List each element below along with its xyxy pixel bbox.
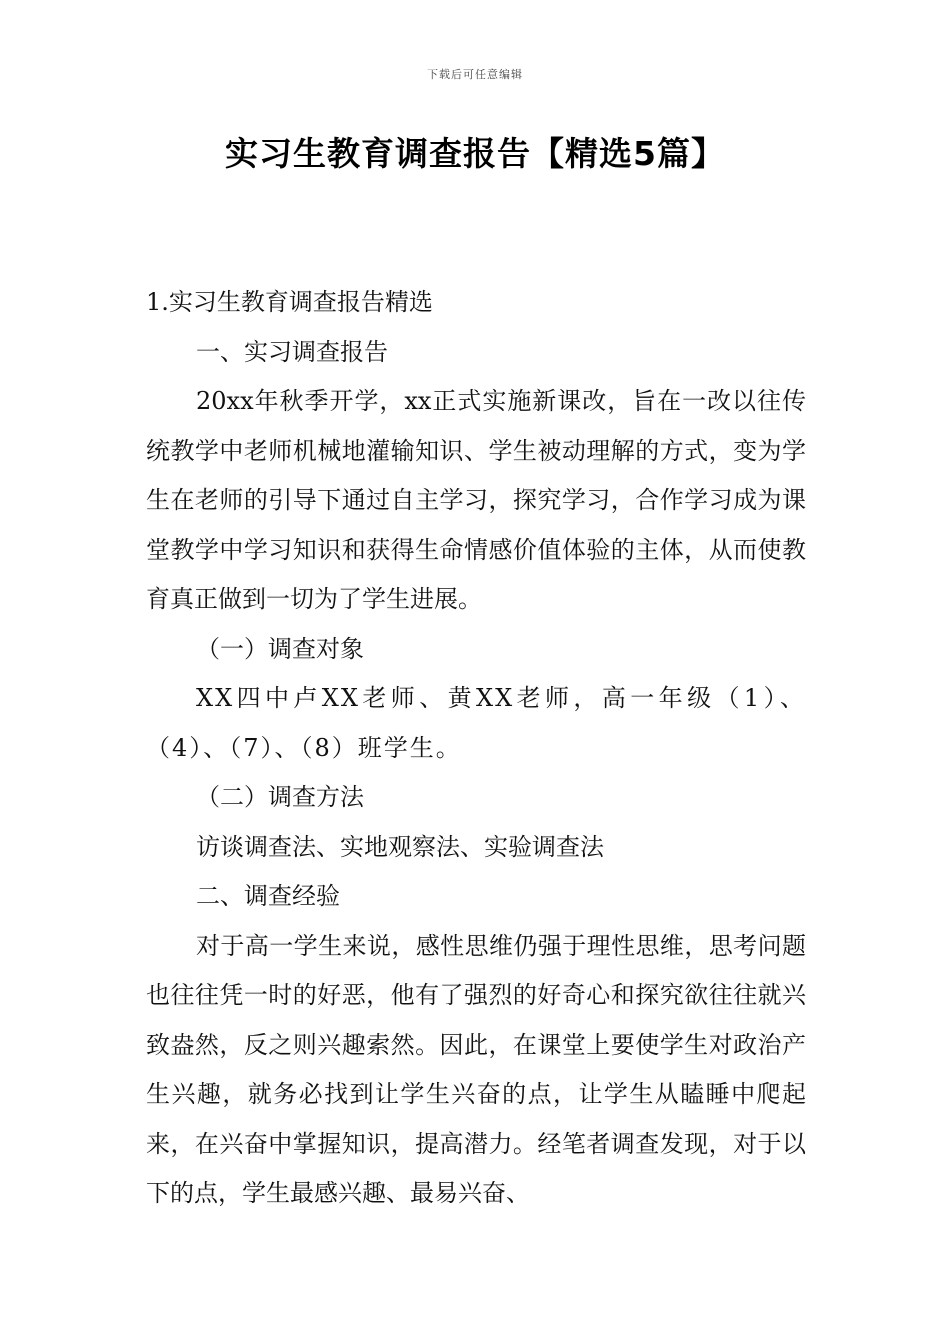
part-heading: 一、实习调查报告 bbox=[196, 337, 388, 366]
paragraph-subjects: XX四中卢XX老师、黄XX老师，高一年级（1）、（4）、（7）、（8）班学生。 bbox=[146, 684, 806, 762]
document-body bbox=[146, 278, 806, 1219]
subheading-subjects: （一）调查对象 bbox=[196, 634, 364, 663]
header-note: 下载后可任意编辑 bbox=[427, 68, 523, 81]
paragraph-methods: 访谈调查法、实地观察法、实验调查法 bbox=[196, 832, 604, 861]
section-heading: 1.实习生教育调查报告精选 bbox=[146, 288, 433, 316]
subheading-methods: （二）调查方法 bbox=[196, 783, 364, 811]
document-title: 实习生教育调查报告【精选5篇】 bbox=[225, 134, 725, 173]
paragraph-experience: 对于高一学生来说，感性思维仍强于理性思维，思考问题也往往凭一时的好恶，他有了强烈的好奇心和探究欲往往就兴致盎然，反之则兴趣索然。因此，在课堂上要使学生对政治产生兴趣，就务必找到让学生兴奋的点，让学生从瞌睡中爬起来，在兴奋中掌握知识，提高潜力。经笔者调查发现，对于以下的点，学生最感兴趣、最易兴奋、 bbox=[146, 931, 806, 1207]
paragraph-intro: 20xx年秋季开学，xx正式实施新课改，旨在一改以往传统教学中老师机械地灌输知识、学生被动理解的方式，变为学生在老师的引导下通过自主学习，探究学习，合作学习成为课堂教学中学习知识和获得生命情感价值体验的主体，从而使教育真正做到一切为了学生进展。 bbox=[146, 387, 806, 613]
part-heading: 二、调查经验 bbox=[196, 882, 340, 910]
